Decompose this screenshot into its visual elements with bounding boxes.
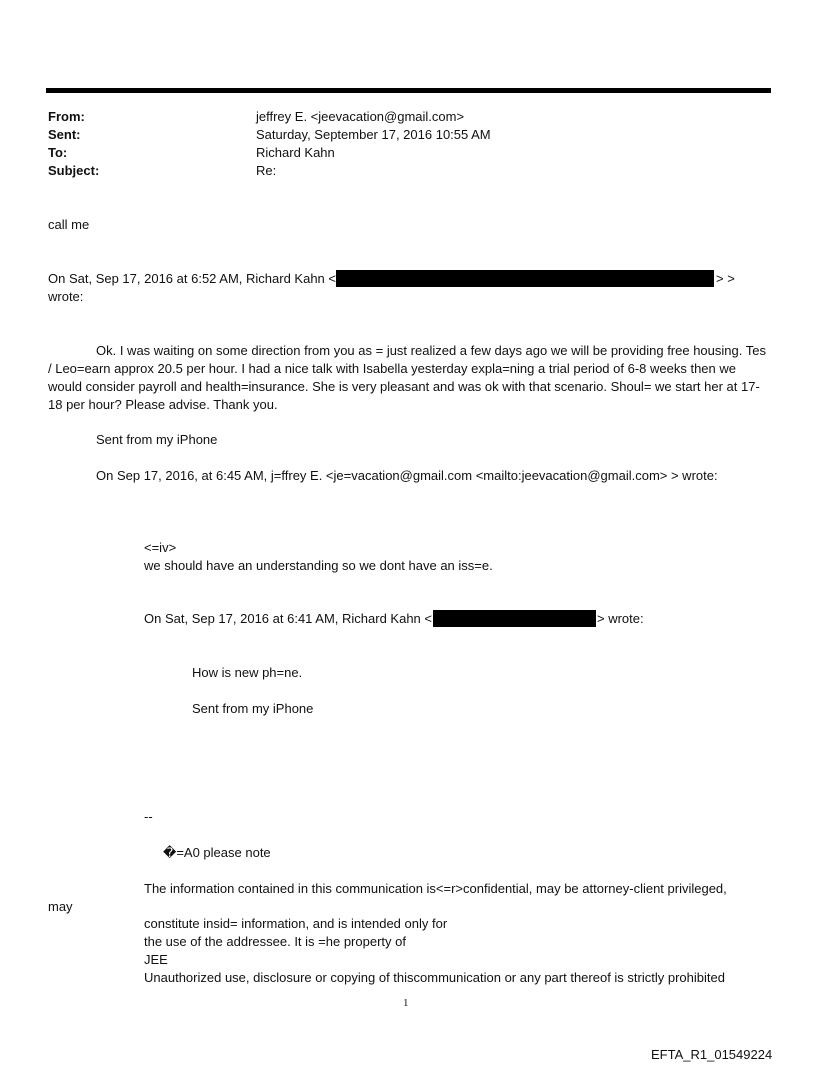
signature-dashes: --: [144, 809, 153, 824]
subject-label: Subject:: [48, 163, 100, 178]
quote2-attribution: On Sep 17, 2016, at 6:45 AM, j=ffrey E. <je=vacation@gmail.com <mailto:jeevacation@gmail.com> > wrote:: [96, 468, 718, 483]
from-label: From:: [48, 109, 85, 124]
sent-label: Sent:: [48, 127, 81, 142]
page-number: 1: [403, 997, 409, 1009]
signature-line-5: Unauthorized use, disclosure or copying of thiscommunication or any part thereof is strictly prohibited: [144, 970, 725, 985]
signature-note: �=A0 please note: [163, 845, 271, 860]
reply-text: call me: [48, 217, 90, 232]
quote1-attribution-start: On Sat, Sep 17, 2016 at 6:52 AM, Richard Kahn <: [48, 271, 336, 286]
quote1-wrote: wrote:: [48, 289, 84, 304]
subject-value: Re:: [256, 163, 277, 178]
to-value: Richard Kahn: [256, 145, 335, 160]
quote2-div-tag: <=iv>: [144, 540, 177, 555]
signature-may: may: [48, 899, 73, 914]
quote1-paragraph: Ok. I was waiting on some direction from you as = just realized a few days ago we will be providing free housing. Tes / Leo=earn approx 20.5 per hour. I had a nice talk with Isabella yesterday expla=ning a trial period of 6-8 weeks then we would consider payroll and health=insurance. She is very pleasant and was ok with that scenario. Shoul= we start her at 17-18 per hour? Please advise. Thank you.: [48, 343, 766, 412]
redaction-box: [433, 610, 596, 627]
quote2-text: we should have an understanding so we dont have an iss=e.: [144, 558, 493, 573]
sent-value: Saturday, September 17, 2016 10:55 AM: [256, 127, 491, 142]
signature-line-4: JEE: [144, 952, 168, 967]
from-value: jeffrey E. <jeevacation@gmail.com>: [256, 109, 465, 124]
signature-line-1: The information contained in this communication is<=r>confidential, may be attorney-client privileged,: [144, 881, 727, 896]
quote3-text: How is new ph=ne.: [192, 665, 303, 680]
to-label: To:: [48, 145, 68, 160]
document-id: EFTA_R1_01549224: [651, 1047, 773, 1062]
quote1-attribution-end: > >: [716, 271, 735, 286]
signature-line-2: constitute insid= information, and is intended only for: [144, 916, 448, 931]
quote3-attribution-start: On Sat, Sep 17, 2016 at 6:41 AM, Richard Kahn <: [144, 611, 432, 626]
header-rule: [46, 88, 771, 93]
signature-line-3: the use of the addressee. It is =he property of: [144, 934, 406, 949]
quote3-attribution-end: > wrote:: [597, 611, 644, 626]
redaction-box: [336, 270, 714, 287]
quote3-sent-from: Sent from my iPhone: [192, 701, 314, 716]
quote1-sent-from: Sent from my iPhone: [96, 432, 218, 447]
